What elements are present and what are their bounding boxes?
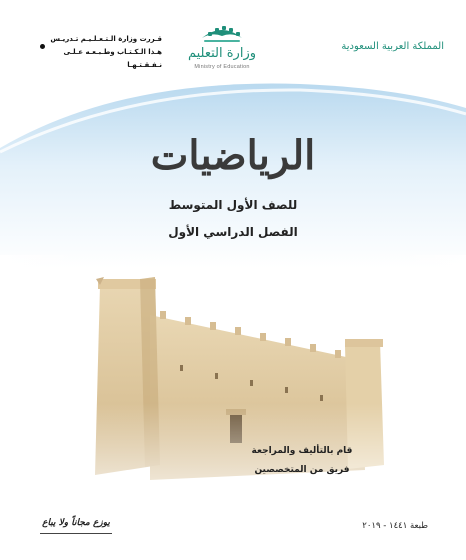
- decree-statement: [44, 33, 162, 72]
- free-distribution-note: يوزع مجاناً ولا يباع: [42, 518, 110, 528]
- edition-label: طبعة ١٤٤١ - ٢٠١٩: [362, 521, 428, 531]
- decree-line-1: قـررت وزارة الـتـعـلـيـم تـدريـس: [50, 35, 162, 43]
- free-note-underline: [40, 533, 112, 534]
- ministry-name: وزارة التعليم: [187, 46, 257, 61]
- ministry-english-name: Ministry of Education: [194, 64, 250, 70]
- authors-line-2: فريق من المتخصصين: [254, 465, 350, 475]
- authors-credit: [232, 442, 372, 480]
- book-title: الرياضيات: [150, 132, 316, 179]
- authors-line-1: قام بالتأليف والمراجعة: [251, 446, 353, 456]
- kingdom-name: المملكة العربية السعودية: [341, 41, 444, 52]
- grade-label: للصف الأول المتوسط: [168, 198, 298, 212]
- decree-line-2: هـذا الـكـتـاب وطـبـعـه عـلـى نـفـقـتـهـا: [63, 48, 162, 69]
- semester-label: الفصل الدراسي الأول: [168, 225, 298, 239]
- bullet-dot: [40, 44, 45, 49]
- masmak-fortress-illustration: [0, 255, 466, 525]
